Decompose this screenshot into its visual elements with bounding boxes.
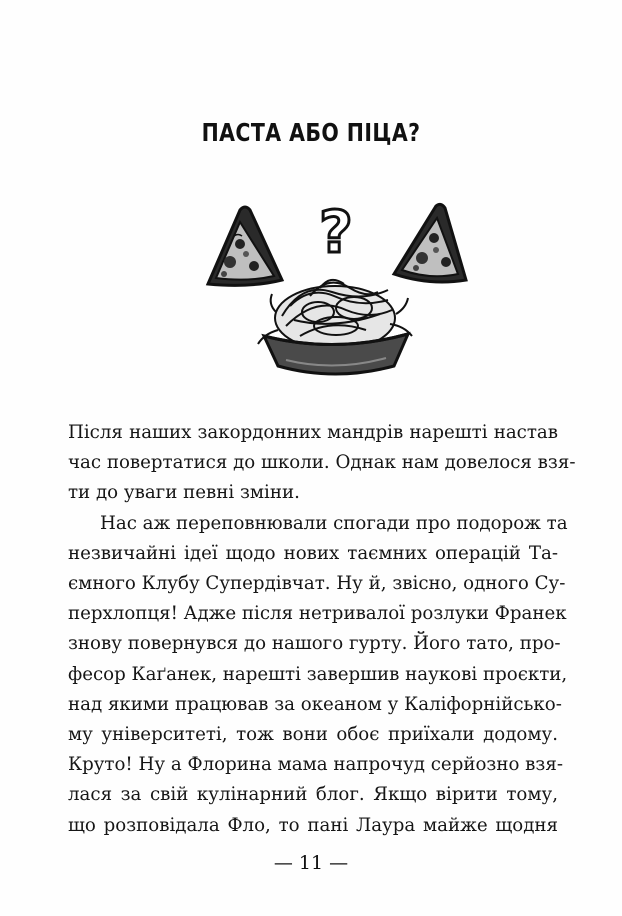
text-line: ємного Клубу Супердівчат. Ну й, звісно, одного Су-	[68, 573, 566, 595]
text-line: фесор Каґанек, нарешті завершив наукові проєкти,	[68, 663, 568, 685]
pasta-pizza-illustration	[190, 196, 480, 386]
page-number: — 11 —	[273, 852, 349, 874]
text-line: лася за свій кулінарний блог. Якщо вірити тому,	[68, 784, 558, 806]
text-line: Нас аж переповнювали спогади про подорож та	[100, 512, 568, 534]
question-mark-icon: ?	[319, 198, 353, 266]
pizza-slice-left-icon	[208, 207, 282, 285]
text-line: знову повернувся до нашого гурту. Його тато, про-	[68, 633, 561, 655]
text-line: час повертатися до школи. Однак нам довелося взя-	[68, 452, 576, 474]
text-line: му університеті, тож вони обоє приїхали додому.	[68, 724, 558, 746]
text-line: що розповідала Фло, то пані Лаура майже щодня	[68, 814, 558, 836]
text-line: над якими працював за океаном у Каліфорнійсько-	[68, 693, 562, 715]
text-line: Круто! Ну а Флорина мама напрочуд серйозно взя-	[68, 754, 563, 776]
text-line: Після наших закордонних мандрів нарешті настав	[68, 422, 558, 443]
chapter-title: ПАСТА АБО ПІЦА?	[201, 118, 421, 147]
text-line: перхлопця! Адже після нетривалої розлуки Франек	[68, 603, 567, 625]
body-text	[68, 418, 576, 841]
text-line: ти до уваги певні зміни.	[68, 482, 300, 504]
text-line: незвичайні ідеї щодо нових таємних операцій Та-	[68, 542, 558, 564]
pizza-slice-right-icon	[394, 204, 466, 282]
